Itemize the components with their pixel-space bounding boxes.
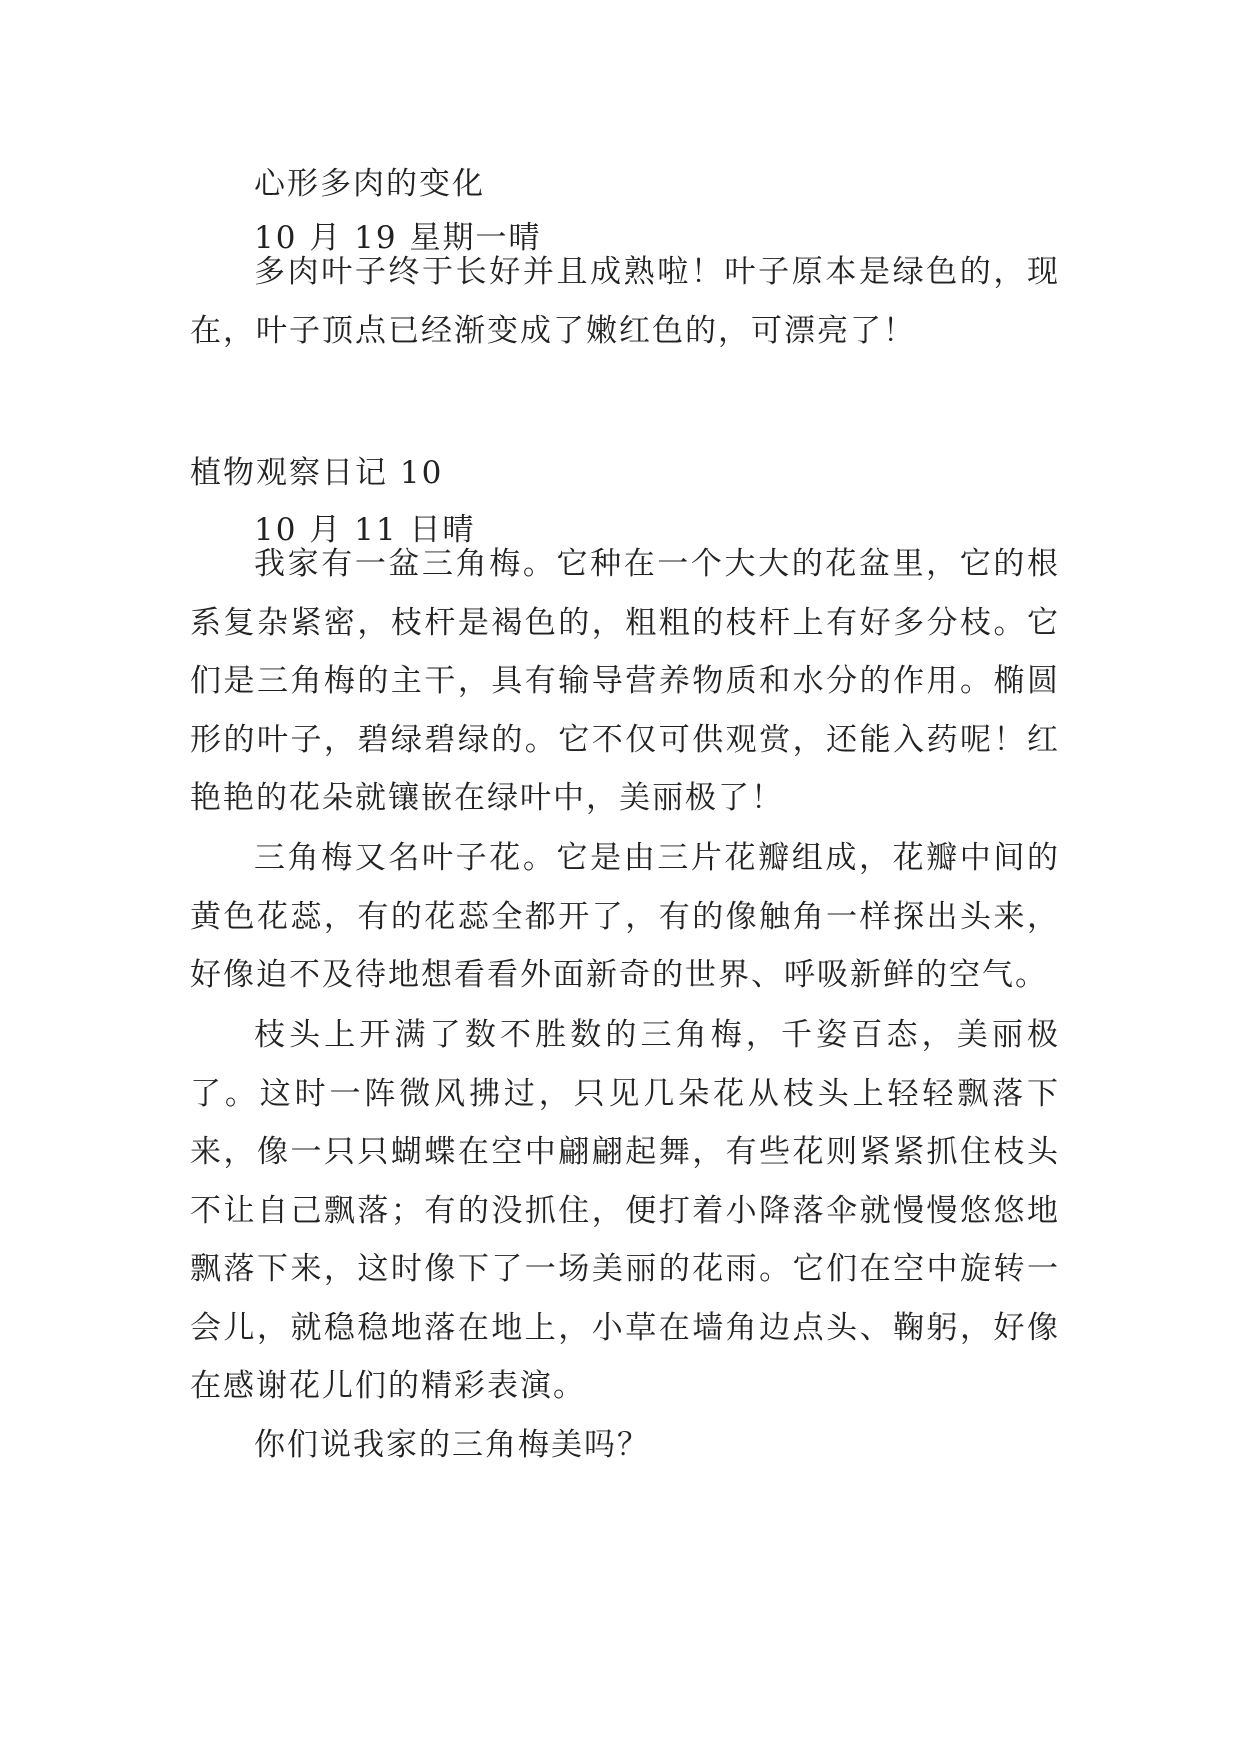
entry1-date: 10 月 19 星期一晴 [254, 220, 542, 256]
entry2-paragraph-4: 你们说我家的三角梅美吗？ [254, 1427, 650, 1463]
entry1-paragraph: 多肉叶子终于长好并且成熟啦！叶子原本是绿色的，现在，叶子顶点已经渐变成了嫩红色的，可漂亮了！ [190, 254, 1060, 349]
entry2-title: 植物观察日记 10 [190, 455, 444, 491]
entry2-date: 10 月 11 日晴 [254, 512, 476, 548]
entry2-paragraph-1: 我家有一盆三角梅。它种在一个大大的花盆里，它的根系复杂紧密，枝杆是褐色的，粗粗的枝杆上有好多分枝。它们是三角梅的主干，具有输导营养物质和水分的作用。椭圆形的叶子，碧绿碧绿的。它不仅可供观赏，还能入药呢！红艳艳的花朵就镶嵌在绿叶中，美丽极了！ [190, 546, 1060, 816]
entry2-paragraph-3: 枝头上开满了数不胜数的三角梅，千姿百态，美丽极了。这时一阵微风拂过，只见几朵花从枝头上轻轻飘落下来，像一只只蝴蝶在空中翩翩起舞，有些花则紧紧抓住枝头不让自己飘落；有的没抓住，便打着小降落伞就慢慢悠悠地飘落下来，这时像下了一场美丽的花雨。它们在空中旋转一会儿，就稳稳地落在地上，小草在墙角边点头、鞠躬，好像在感谢花儿们的精彩表演。 [190, 1017, 1060, 1404]
entry2-paragraph-2: 三角梅又名叶子花。它是由三片花瓣组成，花瓣中间的黄色花蕊，有的花蕊全都开了，有的像触角一样探出头来，好像迫不及待地想看看外面新奇的世界、呼吸新鲜的空气。 [190, 840, 1060, 993]
entry1-title: 心形多肉的变化 [254, 166, 485, 202]
